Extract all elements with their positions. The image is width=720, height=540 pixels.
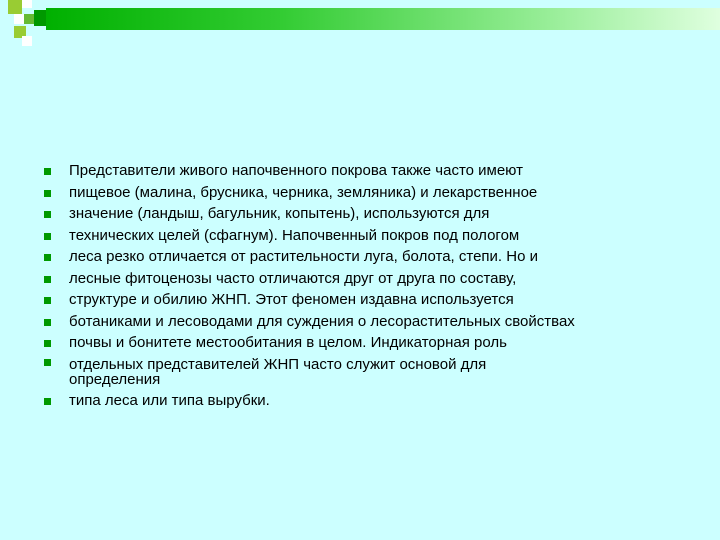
bullet-item: [44, 390, 694, 412]
bullet-item: [44, 246, 694, 268]
bullet-item: [44, 268, 694, 290]
bullet-text: леса резко отличается от растительности луга, болота, степи. Но и: [69, 248, 538, 265]
decorative-square: [8, 0, 22, 14]
bullet-item: [44, 354, 694, 390]
decorative-square: [24, 14, 34, 24]
bullet-text: типа леса или типа вырубки.: [69, 391, 270, 409]
bullet-text: лесные фитоценозы часто отличаются друг от друга по составу,: [69, 269, 517, 287]
square-bullet-icon: [44, 319, 51, 326]
bullet-item: [44, 289, 694, 311]
square-bullet-icon: [44, 254, 51, 261]
bullet-item: [44, 225, 694, 247]
square-bullet-icon: [44, 190, 51, 197]
header-gradient-bar: [46, 8, 720, 30]
bullet-item: [44, 182, 694, 204]
square-bullet-icon: [44, 233, 51, 240]
bullet-text: Представители живого напочвенного покрова также часто имеют: [69, 162, 523, 179]
square-bullet-icon: [44, 276, 51, 283]
bullet-text: почвы и бонитете местообитания в целом. Индикаторная роль: [69, 334, 507, 351]
decorative-square: [14, 14, 24, 24]
decorative-square: [22, 36, 32, 46]
bullet-text: значение (ландыш, багульник, копытень), используются для: [69, 205, 490, 222]
bullet-item: [44, 203, 694, 225]
square-bullet-icon: [44, 297, 51, 304]
bullet-item: [44, 332, 694, 354]
bullet-text: ботаниками и лесоводами для суждения о лесорастительных свойствах: [69, 312, 575, 330]
bullet-text: технических целей (сфагнум). Напочвенный покров под пологом: [69, 226, 520, 244]
decorative-square: [22, 0, 32, 8]
bullet-item: [44, 160, 694, 182]
square-bullet-icon: [44, 168, 51, 175]
bullet-text: отдельных представителей ЖНП часто служит основой для определения: [69, 355, 487, 388]
square-bullet-icon: [44, 340, 51, 347]
bullet-text: структуре и обилию ЖНП. Этот феномен издавна используется: [69, 291, 514, 308]
square-bullet-icon: [44, 398, 51, 405]
bullet-item: [44, 311, 694, 333]
square-bullet-icon: [44, 359, 51, 366]
square-bullet-icon: [44, 211, 51, 218]
bullet-text: пищевое (малина, брусника, черника, земляника) и лекарственное: [69, 183, 538, 201]
bullet-list: [44, 160, 694, 411]
